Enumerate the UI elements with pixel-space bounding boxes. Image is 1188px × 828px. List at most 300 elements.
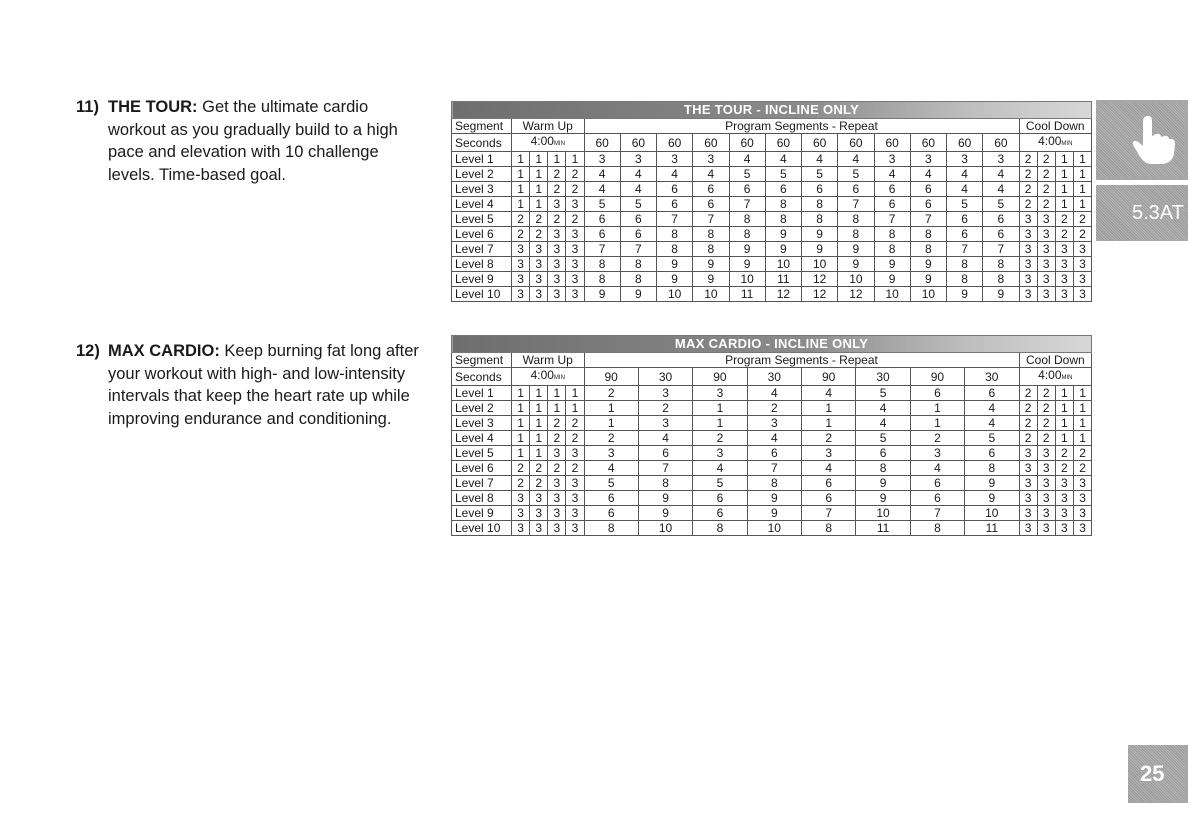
warm-up-time bbox=[512, 134, 585, 152]
warm-up-value: 3 bbox=[566, 242, 584, 257]
segment-value: 6 bbox=[693, 197, 729, 212]
segment-value: 7 bbox=[747, 461, 801, 476]
warm-up-value: 1 bbox=[530, 446, 548, 461]
program-segments-header: Program Segments - Repeat bbox=[584, 119, 1019, 134]
segment-value: 10 bbox=[910, 287, 946, 302]
warm-up-value: 1 bbox=[548, 152, 566, 167]
segment-value: 1 bbox=[910, 401, 964, 416]
segment-value: 9 bbox=[802, 242, 838, 257]
warm-up-time bbox=[512, 368, 585, 386]
segment-value: 4 bbox=[874, 167, 910, 182]
warm-up-value: 2 bbox=[548, 416, 566, 431]
segment-value: 5 bbox=[693, 476, 747, 491]
segment-value: 4 bbox=[693, 461, 747, 476]
segment-value: 8 bbox=[802, 212, 838, 227]
segment-value: 9 bbox=[729, 242, 765, 257]
segment-value: 8 bbox=[657, 227, 693, 242]
segment-seconds: 30 bbox=[965, 368, 1019, 386]
cool-down-value: 3 bbox=[1055, 491, 1073, 506]
cool-down-value: 1 bbox=[1073, 152, 1091, 167]
segment-value: 6 bbox=[910, 197, 946, 212]
segment-value: 4 bbox=[693, 167, 729, 182]
cool-down-value: 2 bbox=[1037, 386, 1055, 401]
segment-value: 4 bbox=[584, 461, 638, 476]
segment-value: 6 bbox=[765, 182, 801, 197]
segment-value: 3 bbox=[693, 386, 747, 401]
time-value: 4:00 bbox=[530, 368, 554, 382]
level-label: Level 6 bbox=[452, 227, 512, 242]
segment-value: 7 bbox=[910, 212, 946, 227]
level-label: Level 6 bbox=[452, 461, 512, 476]
table-title: THE TOUR - INCLINE ONLY bbox=[452, 102, 1092, 119]
warm-up-value: 3 bbox=[530, 272, 548, 287]
seconds-label: Seconds bbox=[452, 368, 512, 386]
warm-up-value: 3 bbox=[566, 272, 584, 287]
program-segments-header: Program Segments - Repeat bbox=[584, 353, 1019, 368]
segment-value: 11 bbox=[729, 287, 765, 302]
cool-down-value: 2 bbox=[1019, 401, 1037, 416]
segment-value: 8 bbox=[983, 272, 1019, 287]
section-body bbox=[108, 96, 428, 186]
cool-down-value: 1 bbox=[1055, 182, 1073, 197]
segment-value: 4 bbox=[983, 167, 1019, 182]
warm-up-value: 2 bbox=[512, 461, 530, 476]
segment-value: 6 bbox=[584, 506, 638, 521]
cool-down-value: 2 bbox=[1073, 212, 1091, 227]
segment-value: 8 bbox=[747, 476, 801, 491]
cool-down-value: 2 bbox=[1037, 152, 1055, 167]
segment-value: 2 bbox=[747, 401, 801, 416]
warm-up-value: 3 bbox=[548, 506, 566, 521]
segment-value: 9 bbox=[747, 491, 801, 506]
time-unit: MIN bbox=[553, 141, 565, 147]
segment-value: 3 bbox=[693, 446, 747, 461]
segment-value: 10 bbox=[838, 272, 874, 287]
cool-down-value: 2 bbox=[1019, 182, 1037, 197]
cool-down-value: 3 bbox=[1019, 521, 1037, 536]
segment-value: 4 bbox=[584, 167, 620, 182]
cool-down-value: 3 bbox=[1037, 212, 1055, 227]
segment-value: 3 bbox=[983, 152, 1019, 167]
cool-down-value: 1 bbox=[1073, 431, 1091, 446]
cool-down-value: 3 bbox=[1037, 287, 1055, 302]
segment-value: 4 bbox=[965, 401, 1019, 416]
segment-value: 3 bbox=[657, 152, 693, 167]
cool-down-value: 3 bbox=[1019, 506, 1037, 521]
segment-value: 10 bbox=[729, 272, 765, 287]
segment-value: 6 bbox=[983, 227, 1019, 242]
segment-value: 7 bbox=[638, 461, 692, 476]
segment-seconds: 30 bbox=[638, 368, 692, 386]
level-label: Level 8 bbox=[452, 257, 512, 272]
segment-value: 10 bbox=[657, 287, 693, 302]
cool-down-value: 2 bbox=[1073, 461, 1091, 476]
warm-up-value: 1 bbox=[512, 416, 530, 431]
level-row bbox=[452, 431, 1092, 446]
cool-down-value: 1 bbox=[1073, 182, 1091, 197]
segment-value: 8 bbox=[638, 476, 692, 491]
warm-up-value: 1 bbox=[530, 431, 548, 446]
seconds-row bbox=[452, 134, 1092, 152]
cool-down-value: 2 bbox=[1037, 182, 1055, 197]
segment-value: 8 bbox=[693, 242, 729, 257]
warm-up-value: 1 bbox=[566, 386, 584, 401]
warm-up-value: 3 bbox=[530, 521, 548, 536]
cool-down-value: 3 bbox=[1037, 272, 1055, 287]
warm-up-value: 3 bbox=[548, 242, 566, 257]
warm-up-value: 2 bbox=[530, 227, 548, 242]
level-label: Level 4 bbox=[452, 197, 512, 212]
cool-down-value: 3 bbox=[1037, 521, 1055, 536]
level-row bbox=[452, 242, 1092, 257]
cool-down-value: 3 bbox=[1055, 521, 1073, 536]
level-label: Level 7 bbox=[452, 242, 512, 257]
warm-up-value: 1 bbox=[512, 197, 530, 212]
level-label: Level 1 bbox=[452, 386, 512, 401]
cool-down-value: 2 bbox=[1055, 446, 1073, 461]
level-row bbox=[452, 506, 1092, 521]
warm-up-value: 3 bbox=[512, 242, 530, 257]
segment-value: 9 bbox=[638, 506, 692, 521]
section-body bbox=[108, 340, 428, 430]
cool-down-value: 2 bbox=[1037, 401, 1055, 416]
warm-up-value: 2 bbox=[548, 167, 566, 182]
segment-value: 4 bbox=[802, 152, 838, 167]
cool-down-value: 3 bbox=[1037, 257, 1055, 272]
segment-value: 6 bbox=[874, 197, 910, 212]
cool-down-value: 2 bbox=[1019, 152, 1037, 167]
segment-value: 8 bbox=[584, 521, 638, 536]
segment-value: 8 bbox=[729, 227, 765, 242]
warm-up-value: 3 bbox=[566, 476, 584, 491]
cool-down-value: 3 bbox=[1073, 521, 1091, 536]
cool-down-value: 2 bbox=[1073, 446, 1091, 461]
segment-value: 4 bbox=[584, 182, 620, 197]
segment-value: 6 bbox=[838, 182, 874, 197]
segment-value: 8 bbox=[965, 461, 1019, 476]
segment-value: 9 bbox=[765, 242, 801, 257]
segment-value: 9 bbox=[874, 272, 910, 287]
segment-value: 11 bbox=[765, 272, 801, 287]
level-label: Level 2 bbox=[452, 401, 512, 416]
segment-value: 7 bbox=[620, 242, 656, 257]
segment-value: 9 bbox=[747, 506, 801, 521]
segment-seconds: 60 bbox=[693, 134, 729, 152]
time-value: 4:00 bbox=[1038, 134, 1062, 148]
segment-value: 7 bbox=[947, 242, 983, 257]
segment-value: 8 bbox=[874, 227, 910, 242]
segment-value: 6 bbox=[693, 506, 747, 521]
segment-value: 4 bbox=[620, 182, 656, 197]
level-label: Level 9 bbox=[452, 506, 512, 521]
segment-value: 10 bbox=[693, 287, 729, 302]
segment-value: 4 bbox=[838, 152, 874, 167]
warm-up-value: 3 bbox=[530, 491, 548, 506]
segment-value: 9 bbox=[874, 257, 910, 272]
segment-seconds: 60 bbox=[765, 134, 801, 152]
segment-seconds: 60 bbox=[874, 134, 910, 152]
warm-up-value: 3 bbox=[566, 521, 584, 536]
segment-value: 4 bbox=[965, 416, 1019, 431]
cool-down-value: 2 bbox=[1055, 227, 1073, 242]
segment-value: 3 bbox=[910, 152, 946, 167]
cool-down-value: 1 bbox=[1055, 386, 1073, 401]
warm-up-value: 1 bbox=[512, 167, 530, 182]
level-row bbox=[452, 287, 1092, 302]
cool-down-value: 3 bbox=[1019, 446, 1037, 461]
cool-down-value: 2 bbox=[1019, 431, 1037, 446]
level-row bbox=[452, 461, 1092, 476]
level-label: Level 1 bbox=[452, 152, 512, 167]
level-row bbox=[452, 476, 1092, 491]
section-number: 11) bbox=[76, 98, 99, 116]
segment-value: 6 bbox=[802, 476, 856, 491]
level-row bbox=[452, 521, 1092, 536]
cool-down-value: 1 bbox=[1073, 197, 1091, 212]
section-description: Get the ultimate cardio workout as you gradually build to a high pace and elevation with 10 challenge levels. Time-based goal. bbox=[108, 98, 398, 184]
segment-value: 9 bbox=[729, 257, 765, 272]
cool-down-value: 2 bbox=[1019, 386, 1037, 401]
segment-seconds: 60 bbox=[983, 134, 1019, 152]
segment-value: 6 bbox=[584, 491, 638, 506]
segment-value: 6 bbox=[983, 212, 1019, 227]
segment-value: 5 bbox=[947, 197, 983, 212]
warm-up-value: 3 bbox=[512, 506, 530, 521]
segment-value: 9 bbox=[584, 287, 620, 302]
segment-value: 8 bbox=[657, 242, 693, 257]
warm-up-value: 2 bbox=[566, 461, 584, 476]
segment-value: 6 bbox=[910, 491, 964, 506]
warm-up-value: 2 bbox=[548, 212, 566, 227]
warm-up-value: 2 bbox=[566, 431, 584, 446]
cool-down-value: 1 bbox=[1073, 401, 1091, 416]
table-title-row bbox=[452, 102, 1092, 119]
segment-value: 8 bbox=[910, 227, 946, 242]
level-label: Level 2 bbox=[452, 167, 512, 182]
segment-value: 1 bbox=[802, 416, 856, 431]
level-row bbox=[452, 257, 1092, 272]
cool-down-value: 3 bbox=[1073, 476, 1091, 491]
cool-down-value: 1 bbox=[1055, 197, 1073, 212]
segment-value: 8 bbox=[620, 272, 656, 287]
cool-down-value: 3 bbox=[1073, 272, 1091, 287]
segment-value: 6 bbox=[620, 212, 656, 227]
segment-seconds: 30 bbox=[856, 368, 910, 386]
segment-value: 6 bbox=[657, 197, 693, 212]
segment-value: 5 bbox=[765, 167, 801, 182]
warm-up-value: 1 bbox=[566, 152, 584, 167]
segment-seconds: 60 bbox=[657, 134, 693, 152]
cool-down-value: 1 bbox=[1055, 431, 1073, 446]
warm-up-value: 2 bbox=[530, 212, 548, 227]
table-header-row bbox=[452, 119, 1092, 134]
segment-value: 9 bbox=[838, 257, 874, 272]
section-title: MAX CARDIO: bbox=[108, 342, 220, 360]
segment-value: 4 bbox=[910, 167, 946, 182]
segment-value: 8 bbox=[910, 521, 964, 536]
segment-value: 2 bbox=[584, 431, 638, 446]
level-row bbox=[452, 272, 1092, 287]
warm-up-value: 1 bbox=[512, 431, 530, 446]
level-row bbox=[452, 386, 1092, 401]
warm-up-value: 3 bbox=[548, 227, 566, 242]
cool-down-value: 3 bbox=[1055, 257, 1073, 272]
cool-down-value: 3 bbox=[1019, 242, 1037, 257]
segment-value: 9 bbox=[765, 227, 801, 242]
segment-value: 2 bbox=[910, 431, 964, 446]
warm-up-value: 1 bbox=[512, 386, 530, 401]
segment-seconds: 60 bbox=[584, 134, 620, 152]
segment-value: 12 bbox=[765, 287, 801, 302]
cool-down-value: 3 bbox=[1037, 491, 1055, 506]
level-label: Level 3 bbox=[452, 182, 512, 197]
segment-value: 8 bbox=[765, 212, 801, 227]
segment-value: 3 bbox=[947, 152, 983, 167]
cool-down-value: 3 bbox=[1019, 461, 1037, 476]
cool-down-value: 3 bbox=[1037, 476, 1055, 491]
cool-down-value: 2 bbox=[1037, 197, 1055, 212]
segment-value: 5 bbox=[983, 197, 1019, 212]
cool-down-value: 2 bbox=[1037, 416, 1055, 431]
max-cardio-program-table bbox=[451, 335, 1092, 536]
warm-up-value: 3 bbox=[530, 257, 548, 272]
cool-down-value: 3 bbox=[1019, 287, 1037, 302]
cool-down-value: 2 bbox=[1055, 461, 1073, 476]
segment-value: 9 bbox=[910, 272, 946, 287]
segment-label: Segment bbox=[452, 353, 512, 368]
segment-value: 4 bbox=[802, 386, 856, 401]
segment-value: 12 bbox=[838, 287, 874, 302]
segment-value: 11 bbox=[965, 521, 1019, 536]
segment-value: 6 bbox=[584, 212, 620, 227]
cool-down-header: Cool Down bbox=[1019, 353, 1092, 368]
segment-value: 8 bbox=[729, 212, 765, 227]
segment-value: 6 bbox=[693, 182, 729, 197]
cool-down-value: 2 bbox=[1019, 167, 1037, 182]
seconds-row bbox=[452, 368, 1092, 386]
level-row bbox=[452, 416, 1092, 431]
segment-seconds: 60 bbox=[947, 134, 983, 152]
segment-value: 7 bbox=[584, 242, 620, 257]
cool-down-time bbox=[1019, 368, 1092, 386]
segment-value: 6 bbox=[874, 182, 910, 197]
segment-value: 10 bbox=[802, 257, 838, 272]
segment-value: 6 bbox=[729, 182, 765, 197]
warm-up-value: 2 bbox=[530, 461, 548, 476]
cool-down-time bbox=[1019, 134, 1092, 152]
section-description: Keep burning fat long after your workout with high- and low-intensity intervals that keep the heart rate up while improving endurance and conditioning. bbox=[108, 342, 419, 428]
warm-up-value: 1 bbox=[548, 401, 566, 416]
segment-value: 8 bbox=[910, 242, 946, 257]
segment-value: 6 bbox=[657, 182, 693, 197]
warm-up-value: 2 bbox=[512, 212, 530, 227]
cool-down-value: 3 bbox=[1037, 446, 1055, 461]
warm-up-value: 1 bbox=[530, 416, 548, 431]
segment-value: 3 bbox=[747, 416, 801, 431]
warm-up-value: 1 bbox=[530, 386, 548, 401]
segment-value: 4 bbox=[947, 167, 983, 182]
segment-value: 2 bbox=[638, 401, 692, 416]
warm-up-value: 1 bbox=[566, 401, 584, 416]
segment-value: 8 bbox=[947, 257, 983, 272]
segment-value: 2 bbox=[802, 431, 856, 446]
cool-down-header: Cool Down bbox=[1019, 119, 1092, 134]
segment-value: 1 bbox=[693, 416, 747, 431]
warm-up-value: 1 bbox=[530, 152, 548, 167]
level-row bbox=[452, 446, 1092, 461]
cool-down-value: 1 bbox=[1055, 416, 1073, 431]
cool-down-value: 3 bbox=[1073, 506, 1091, 521]
segment-value: 9 bbox=[802, 227, 838, 242]
segment-value: 4 bbox=[856, 416, 910, 431]
cool-down-value: 3 bbox=[1073, 287, 1091, 302]
segment-value: 4 bbox=[638, 431, 692, 446]
segment-value: 6 bbox=[947, 227, 983, 242]
segment-value: 4 bbox=[657, 167, 693, 182]
segment-value: 9 bbox=[910, 257, 946, 272]
cool-down-value: 3 bbox=[1055, 476, 1073, 491]
cool-down-value: 1 bbox=[1055, 401, 1073, 416]
segment-value: 3 bbox=[910, 446, 964, 461]
segment-value: 1 bbox=[693, 401, 747, 416]
warm-up-value: 1 bbox=[530, 167, 548, 182]
segment-value: 4 bbox=[910, 461, 964, 476]
segment-value: 8 bbox=[838, 212, 874, 227]
warm-up-value: 3 bbox=[512, 287, 530, 302]
page-number: 25 bbox=[1128, 745, 1188, 803]
segment-value: 8 bbox=[802, 197, 838, 212]
warm-up-value: 2 bbox=[512, 476, 530, 491]
warm-up-value: 3 bbox=[566, 257, 584, 272]
warm-up-value: 1 bbox=[512, 401, 530, 416]
tour-program-table bbox=[451, 101, 1092, 302]
segment-value: 6 bbox=[965, 446, 1019, 461]
warm-up-value: 3 bbox=[548, 257, 566, 272]
time-unit: MIN bbox=[553, 375, 565, 381]
segment-value: 9 bbox=[856, 476, 910, 491]
warm-up-value: 3 bbox=[530, 287, 548, 302]
level-row bbox=[452, 212, 1092, 227]
segment-value: 8 bbox=[765, 197, 801, 212]
time-value: 4:00 bbox=[1038, 368, 1062, 382]
level-label: Level 5 bbox=[452, 446, 512, 461]
level-row bbox=[452, 227, 1092, 242]
segment-value: 3 bbox=[620, 152, 656, 167]
segment-value: 7 bbox=[910, 506, 964, 521]
section-title: THE TOUR: bbox=[108, 98, 198, 116]
segment-value: 10 bbox=[638, 521, 692, 536]
segment-value: 10 bbox=[856, 506, 910, 521]
segment-value: 9 bbox=[693, 272, 729, 287]
segment-value: 3 bbox=[638, 386, 692, 401]
segment-value: 4 bbox=[729, 152, 765, 167]
level-label: Level 4 bbox=[452, 431, 512, 446]
segment-value: 5 bbox=[584, 476, 638, 491]
section-tab-icon bbox=[1096, 100, 1188, 180]
level-label: Level 3 bbox=[452, 416, 512, 431]
segment-value: 2 bbox=[693, 431, 747, 446]
warm-up-value: 3 bbox=[512, 272, 530, 287]
warm-up-value: 3 bbox=[548, 272, 566, 287]
warm-up-value: 2 bbox=[548, 461, 566, 476]
table-title-row bbox=[452, 336, 1092, 353]
cool-down-value: 3 bbox=[1055, 287, 1073, 302]
segment-value: 12 bbox=[802, 287, 838, 302]
warm-up-value: 3 bbox=[548, 476, 566, 491]
segment-value: 5 bbox=[856, 431, 910, 446]
level-row bbox=[452, 197, 1092, 212]
warm-up-value: 2 bbox=[566, 167, 584, 182]
